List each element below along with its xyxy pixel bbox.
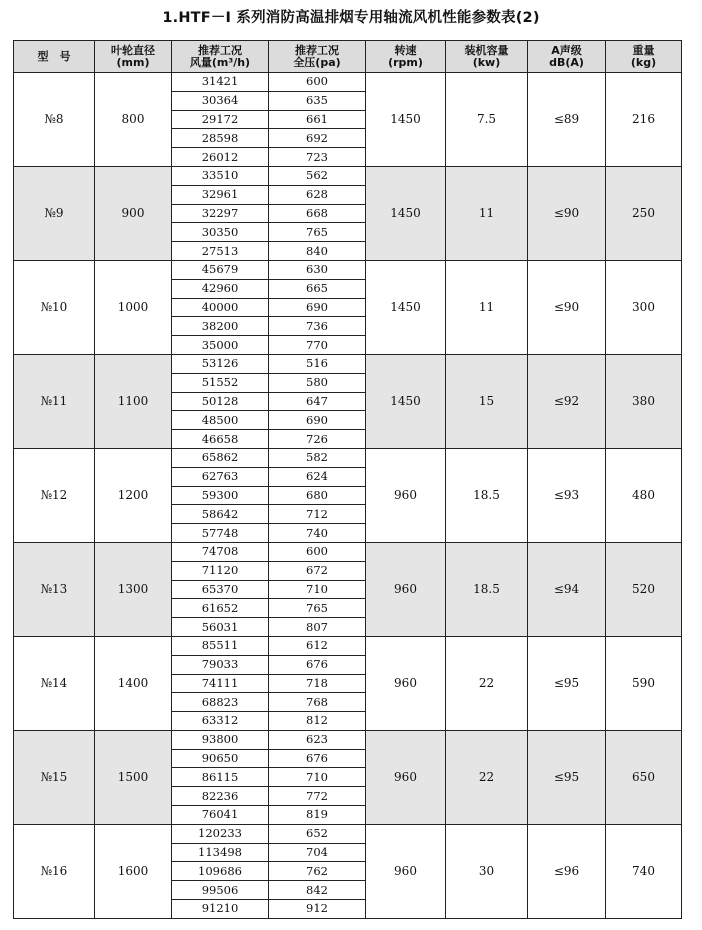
weight-cell: 520 — [606, 542, 682, 636]
header-unit: (kw) — [472, 55, 501, 69]
power-cell: 30 — [446, 824, 528, 918]
noise-cell: ≤96 — [528, 824, 606, 918]
noise-cell: ≤95 — [528, 636, 606, 730]
power-cell: 18.5 — [446, 542, 528, 636]
header-label: 转速 — [394, 43, 417, 57]
rpm-cell: 960 — [366, 636, 446, 730]
rpm-cell: 1450 — [366, 73, 446, 167]
header-label: 叶轮直径 — [111, 43, 155, 57]
pressure-cell: 812 — [269, 712, 366, 731]
weight-cell: 250 — [606, 166, 682, 260]
pressure-cell: 768 — [269, 693, 366, 712]
model-cell: №15 — [14, 730, 95, 824]
header-label: 重量 — [632, 43, 655, 57]
pressure-cell: 765 — [269, 599, 366, 618]
pressure-cell: 647 — [269, 392, 366, 411]
flow-cell: 28598 — [172, 129, 269, 148]
flow-cell: 51552 — [172, 373, 269, 392]
pressure-cell: 765 — [269, 223, 366, 242]
table-row — [14, 636, 682, 655]
model-cell: №16 — [14, 824, 95, 918]
header-label: 装机容量 — [464, 43, 509, 57]
diameter-cell: 900 — [95, 166, 172, 260]
pressure-cell: 676 — [269, 749, 366, 768]
flow-cell: 85511 — [172, 636, 269, 655]
weight-cell: 216 — [606, 73, 682, 167]
pressure-cell: 819 — [269, 806, 366, 825]
pressure-cell: 712 — [269, 505, 366, 524]
pressure-cell: 736 — [269, 317, 366, 336]
pressure-cell: 740 — [269, 524, 366, 543]
power-cell: 22 — [446, 730, 528, 824]
pressure-cell: 690 — [269, 411, 366, 430]
power-cell: 15 — [446, 354, 528, 448]
weight-cell: 740 — [606, 824, 682, 918]
flow-cell: 57748 — [172, 524, 269, 543]
model-cell: №8 — [14, 73, 95, 167]
flow-cell: 113498 — [172, 843, 269, 862]
flow-cell: 120233 — [172, 824, 269, 843]
diameter-cell: 1600 — [95, 824, 172, 918]
flow-cell: 35000 — [172, 336, 269, 355]
flow-cell: 74111 — [172, 674, 269, 693]
pressure-cell: 762 — [269, 862, 366, 881]
pressure-cell: 652 — [269, 824, 366, 843]
flow-cell: 93800 — [172, 730, 269, 749]
pressure-cell: 690 — [269, 298, 366, 317]
header-unit: (mm) — [116, 55, 150, 69]
pressure-cell: 692 — [269, 129, 366, 148]
table-row — [14, 824, 682, 843]
weight-cell: 590 — [606, 636, 682, 730]
power-cell: 7.5 — [446, 73, 528, 167]
noise-cell: ≤90 — [528, 166, 606, 260]
weight-cell: 650 — [606, 730, 682, 824]
pressure-cell: 600 — [269, 73, 366, 92]
weight-cell: 300 — [606, 260, 682, 354]
rpm-cell: 960 — [366, 824, 446, 918]
rpm-cell: 1450 — [366, 166, 446, 260]
pressure-cell: 668 — [269, 204, 366, 223]
flow-cell: 91210 — [172, 900, 269, 919]
table-row — [14, 448, 682, 467]
flow-cell: 86115 — [172, 768, 269, 787]
table-body — [14, 73, 682, 919]
flow-cell: 33510 — [172, 166, 269, 185]
pressure-cell: 676 — [269, 655, 366, 674]
pressure-cell: 624 — [269, 467, 366, 486]
header-row — [14, 41, 682, 73]
flow-cell: 71120 — [172, 561, 269, 580]
flow-cell: 65862 — [172, 448, 269, 467]
pressure-cell: 840 — [269, 242, 366, 261]
header-unit: 风量(m³/h) — [189, 55, 251, 69]
diameter-cell: 1400 — [95, 636, 172, 730]
power-cell: 18.5 — [446, 448, 528, 542]
pressure-cell: 628 — [269, 185, 366, 204]
header-speed — [366, 41, 446, 73]
header-unit: dB(A) — [549, 55, 584, 69]
pressure-cell: 582 — [269, 448, 366, 467]
flow-cell: 76041 — [172, 806, 269, 825]
pressure-cell: 680 — [269, 486, 366, 505]
table-row — [14, 730, 682, 749]
flow-cell: 45679 — [172, 260, 269, 279]
diameter-cell: 1300 — [95, 542, 172, 636]
flow-cell: 82236 — [172, 787, 269, 806]
header-pressure — [269, 41, 366, 73]
diameter-cell: 1500 — [95, 730, 172, 824]
power-cell: 11 — [446, 166, 528, 260]
model-cell: №10 — [14, 260, 95, 354]
pressure-cell: 623 — [269, 730, 366, 749]
rpm-cell: 960 — [366, 448, 446, 542]
header-noise — [528, 41, 606, 73]
header-power — [446, 41, 528, 73]
rpm-cell: 960 — [366, 542, 446, 636]
header-label: 推荐工况 — [198, 43, 242, 57]
pressure-cell: 723 — [269, 148, 366, 167]
flow-cell: 68823 — [172, 693, 269, 712]
flow-cell: 109686 — [172, 862, 269, 881]
noise-cell: ≤95 — [528, 730, 606, 824]
flow-cell: 58642 — [172, 505, 269, 524]
pressure-cell: 726 — [269, 430, 366, 449]
fan-spec-table — [13, 40, 682, 919]
pressure-cell: 704 — [269, 843, 366, 862]
flow-cell: 27513 — [172, 242, 269, 261]
flow-cell: 63312 — [172, 712, 269, 731]
flow-cell: 46658 — [172, 430, 269, 449]
flow-cell: 38200 — [172, 317, 269, 336]
model-cell: №13 — [14, 542, 95, 636]
flow-cell: 99506 — [172, 881, 269, 900]
table-row — [14, 73, 682, 92]
rpm-cell: 1450 — [366, 260, 446, 354]
flow-cell: 56031 — [172, 618, 269, 637]
power-cell: 22 — [446, 636, 528, 730]
table-row — [14, 260, 682, 279]
header-diameter — [95, 41, 172, 73]
noise-cell: ≤94 — [528, 542, 606, 636]
flow-cell: 74708 — [172, 542, 269, 561]
pressure-cell: 612 — [269, 636, 366, 655]
table-row — [14, 354, 682, 373]
flow-cell: 62763 — [172, 467, 269, 486]
weight-cell: 480 — [606, 448, 682, 542]
pressure-cell: 635 — [269, 91, 366, 110]
header-label: 型 号 — [37, 49, 71, 63]
pressure-cell: 710 — [269, 768, 366, 787]
pressure-cell: 580 — [269, 373, 366, 392]
diameter-cell: 1200 — [95, 448, 172, 542]
header-flow — [172, 41, 269, 73]
model-cell: №9 — [14, 166, 95, 260]
pressure-cell: 600 — [269, 542, 366, 561]
pressure-cell: 516 — [269, 354, 366, 373]
pressure-cell: 770 — [269, 336, 366, 355]
flow-cell: 59300 — [172, 486, 269, 505]
table-row — [14, 166, 682, 185]
diameter-cell: 1100 — [95, 354, 172, 448]
header-label: 推荐工况 — [295, 43, 339, 57]
model-cell: №14 — [14, 636, 95, 730]
noise-cell: ≤89 — [528, 73, 606, 167]
model-cell: №12 — [14, 448, 95, 542]
model-cell: №11 — [14, 354, 95, 448]
pressure-cell: 912 — [269, 900, 366, 919]
pressure-cell: 842 — [269, 881, 366, 900]
pressure-cell: 562 — [269, 166, 366, 185]
flow-cell: 48500 — [172, 411, 269, 430]
flow-cell: 40000 — [172, 298, 269, 317]
rpm-cell: 1450 — [366, 354, 446, 448]
pressure-cell: 672 — [269, 561, 366, 580]
pressure-cell: 710 — [269, 580, 366, 599]
diameter-cell: 1000 — [95, 260, 172, 354]
flow-cell: 32297 — [172, 204, 269, 223]
header-model — [14, 41, 95, 73]
header-unit: (rpm) — [388, 55, 423, 69]
flow-cell: 30350 — [172, 223, 269, 242]
pressure-cell: 665 — [269, 279, 366, 298]
diameter-cell: 800 — [95, 73, 172, 167]
noise-cell: ≤93 — [528, 448, 606, 542]
pressure-cell: 661 — [269, 110, 366, 129]
pressure-cell: 807 — [269, 618, 366, 637]
flow-cell: 26012 — [172, 148, 269, 167]
flow-cell: 61652 — [172, 599, 269, 618]
flow-cell: 50128 — [172, 392, 269, 411]
flow-cell: 29172 — [172, 110, 269, 129]
noise-cell: ≤90 — [528, 260, 606, 354]
page-title: 1.HTF－Ⅰ 系列消防高温排烟专用轴流风机性能参数表(2) — [162, 10, 540, 26]
noise-cell: ≤92 — [528, 354, 606, 448]
flow-cell: 53126 — [172, 354, 269, 373]
flow-cell: 30364 — [172, 91, 269, 110]
pressure-cell: 718 — [269, 674, 366, 693]
flow-cell: 32961 — [172, 185, 269, 204]
pressure-cell: 772 — [269, 787, 366, 806]
header-label: A声级 — [551, 43, 582, 57]
table-row — [14, 542, 682, 561]
weight-cell: 380 — [606, 354, 682, 448]
header-unit: 全压(pa) — [293, 55, 341, 69]
header-unit: (kg) — [630, 55, 657, 69]
flow-cell: 65370 — [172, 580, 269, 599]
rpm-cell: 960 — [366, 730, 446, 824]
pressure-cell: 630 — [269, 260, 366, 279]
flow-cell: 42960 — [172, 279, 269, 298]
power-cell: 11 — [446, 260, 528, 354]
flow-cell: 79033 — [172, 655, 269, 674]
flow-cell: 90650 — [172, 749, 269, 768]
header-weight — [606, 41, 682, 73]
flow-cell: 31421 — [172, 73, 269, 92]
